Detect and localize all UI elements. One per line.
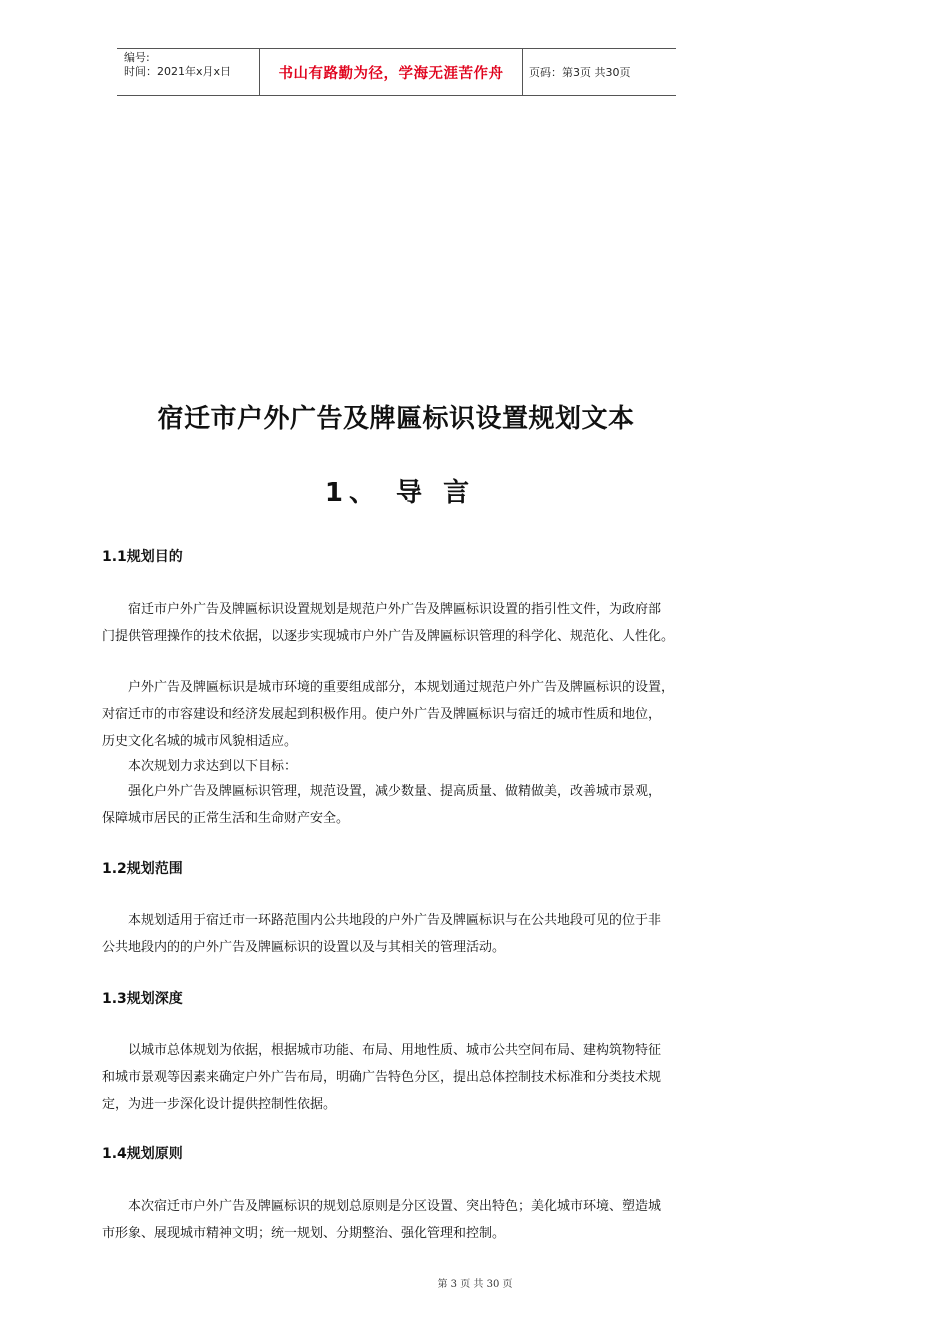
header-page-cell	[523, 49, 676, 95]
paragraph-line: 本次宿迁市户外广告及牌匾标识的规划总原则是分区设置、突出特色；美化城市环境、塑造城	[128, 1199, 662, 1214]
paragraph-line: 强化户外广告及牌匾标识管理，规范设置，减少数量、提高质量、做精做美，改善城市景观，	[128, 784, 662, 799]
paragraph-line: 历史文化名城的城市风貌相适应。	[102, 734, 298, 749]
header-table	[117, 48, 676, 96]
paragraph	[102, 674, 694, 755]
document-title: 宿迁市户外广告及牌匾标识设置规划文本	[157, 404, 635, 434]
paragraph-line: 门提供管理操作的技术依据，以逐步实现城市户外广告及牌匾标识管理的科学化、规范化、人性化。	[102, 629, 675, 644]
paragraph	[102, 907, 694, 961]
paragraph-line: 对宿迁市的市容建设和经济发展起到积极作用。使户外广告及牌匾标识与宿迁的城市性质和地位，	[102, 707, 662, 722]
paragraph-line: 保障城市居民的正常生活和生命财产安全。	[102, 811, 350, 826]
section-heading-1-4: 1.4规划原则	[102, 1146, 183, 1162]
paragraph	[102, 778, 694, 832]
paragraph-line: 定，为进一步深化设计提供控制性依据。	[102, 1097, 337, 1112]
paragraph	[102, 1193, 694, 1247]
paragraph-line: 本次规划力求达到以下目标：	[128, 759, 298, 774]
paragraph-line: 市形象、展现城市精神文明；统一规划、分期整治、强化管理和控制。	[102, 1226, 506, 1241]
paragraph-line: 以城市总体规划为依据，根据城市功能、布局、用地性质、城市公共空间布局、建构筑物特征	[128, 1043, 662, 1058]
header-page-info: 页码：第3页 共30页	[529, 66, 631, 79]
section-heading-1-3: 1.3规划深度	[102, 991, 183, 1007]
document-time-label: 时间：2021年x月x日	[124, 65, 232, 78]
document-number-label: 编号:	[124, 51, 150, 64]
header-motto: 书山有路勤为径，学海无涯苦作舟	[278, 65, 504, 82]
chapter-heading: 1、 导 言	[324, 478, 476, 508]
section-heading-1-2: 1.2规划范围	[102, 861, 183, 877]
paragraph-line: 和城市景观等因素来确定户外广告布局，明确广告特色分区，提出总体控制技术标准和分类技术规	[102, 1070, 662, 1085]
paragraph-line: 宿迁市户外广告及牌匾标识设置规划是规范户外广告及牌匾标识设置的指引性文件，为政府部	[128, 602, 662, 617]
paragraph	[102, 596, 694, 650]
header-motto-cell	[259, 49, 523, 95]
page-footer: 第 3 页 共 30 页	[437, 1279, 513, 1290]
paragraph-line: 户外广告及牌匾标识是城市环境的重要组成部分，本规划通过规范户外广告及牌匾标识的设置，	[128, 680, 675, 695]
paragraph	[102, 1037, 694, 1118]
header-meta-cell	[117, 49, 259, 95]
paragraph	[102, 753, 694, 780]
section-heading-1-1: 1.1规划目的	[102, 549, 183, 565]
paragraph-line: 公共地段内的的户外广告及牌匾标识的设置以及与其相关的管理活动。	[102, 940, 506, 955]
paragraph-line: 本规划适用于宿迁市一环路范围内公共地段的户外广告及牌匾标识与在公共地段可见的位于非	[128, 913, 662, 928]
